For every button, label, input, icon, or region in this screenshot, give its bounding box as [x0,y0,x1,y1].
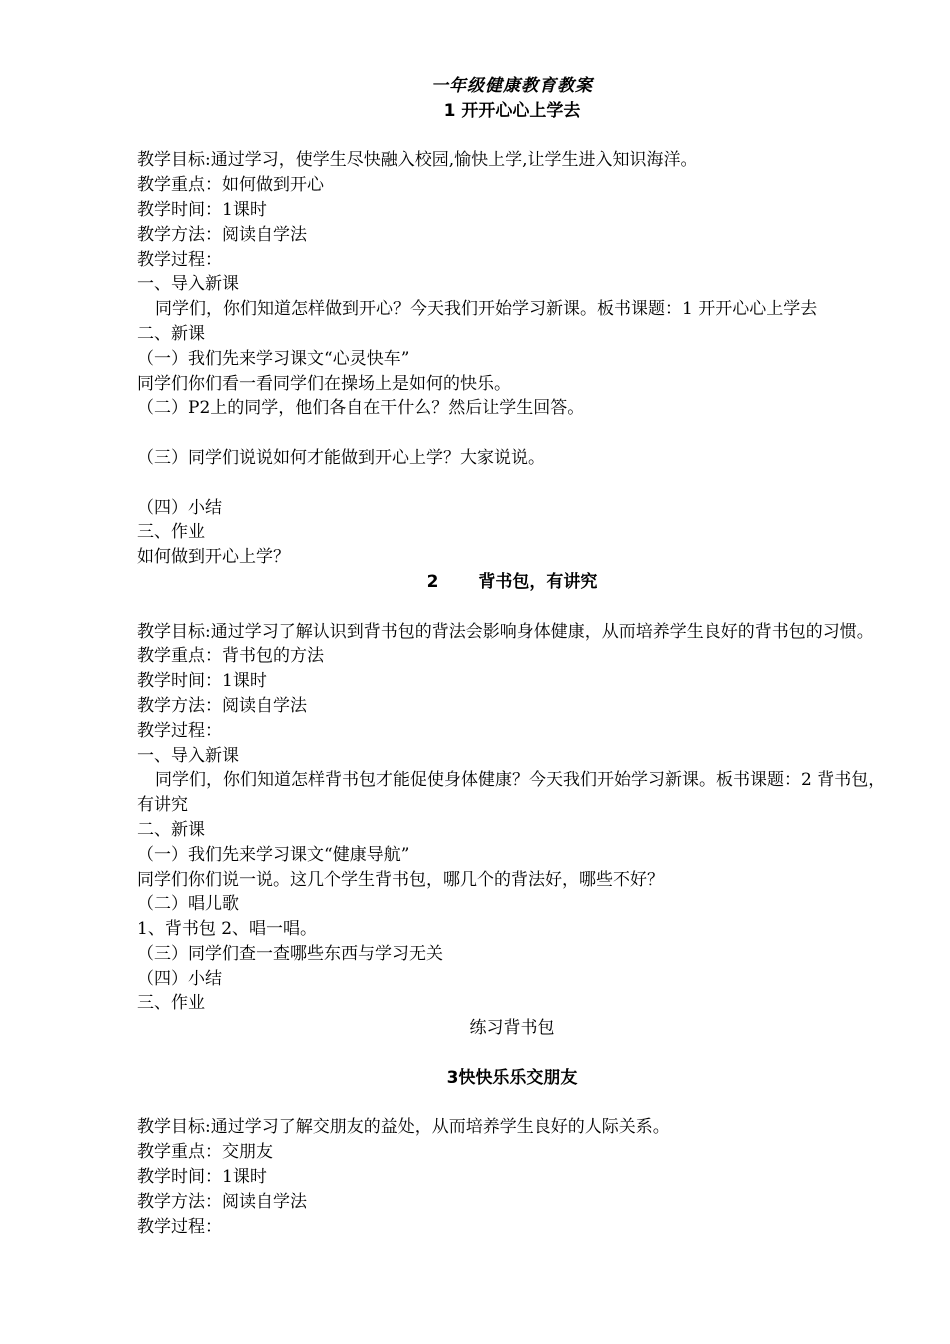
lesson-2-intro: 同学们，你们知道怎样背书包才能促使身体健康？今天我们开始学习新课。板书课题：2 背书包，有讲究 [137,770,886,816]
lesson-2-method: 教学方法：阅读自学法 [137,695,307,716]
spacer [137,1041,887,1066]
lesson-3-focus: 教学重点：交朋友 [137,1142,273,1163]
lesson-1-goal: 教学目标:通过学习，使学生尽快融入校园,愉快上学,让学生进入知识海洋。 [137,150,698,171]
lesson-1-part-1-body: 同学们你们看一看同学们在操场上是如何的快乐。 [137,373,511,394]
spacer [137,1091,887,1116]
lesson-3-title: 3快快乐乐交朋友 [446,1067,578,1088]
lesson-2-focus: 教学重点：背书包的方法 [137,646,324,667]
lesson-1-section-2: 二、新课 [137,323,205,344]
lesson-1-part-3: （三）同学们说说如何才能做到开心上学？大家说说。 [137,447,545,468]
lesson-2-section-2: 二、新课 [137,819,205,840]
spacer [137,421,887,446]
lesson-1-method: 教学方法：阅读自学法 [137,224,307,245]
lesson-2-number: 2 [426,571,439,592]
lesson-2-time: 教学时间：1课时 [137,671,267,692]
lesson-1-focus: 教学重点：如何做到开心 [137,175,324,196]
lesson-3-goal: 教学目标:通过学习了解交朋友的益处，从而培养学生良好的人际关系。 [137,1117,670,1138]
lesson-2-title: 背书包，有讲究 [478,571,598,592]
lesson-3-process: 教学过程： [137,1216,222,1237]
lesson-2-section-3: 三、作业 [137,993,205,1014]
document-body [137,74,887,1239]
lesson-1-section-1: 一、导入新课 [137,274,239,295]
lesson-2-section-1: 一、导入新课 [137,745,239,766]
lesson-1-homework: 如何做到开心上学？ [137,547,290,568]
spacer [137,595,887,620]
lesson-2-goal: 教学目标:通过学习了解认识到背书包的背法会影响身体健康，从而培养学生良好的背书包的习惯。 [137,621,874,642]
lesson-2-part-2: （二）唱儿歌 [137,894,239,915]
lesson-1-time: 教学时间：1课时 [137,199,267,220]
lesson-3-method: 教学方法：阅读自学法 [137,1191,307,1212]
lesson-2-part-1-body: 同学们你们说一说。这几个学生背书包，哪几个的背法好，哪些不好？ [137,869,664,890]
document-title: 一年级健康教育教案 [431,76,593,96]
lesson-3-time: 教学时间：1课时 [137,1167,267,1188]
spacer [137,124,887,149]
lesson-2-part-2-body: 1、背书包 2、唱一唱。 [137,919,318,940]
lesson-1-intro: 同学们，你们知道怎样做到开心？今天我们开始学习新课。板书课题：1 开开心心上学去 [155,299,818,320]
lesson-2-part-3: （三）同学们查一查哪些东西与学习无关 [137,943,443,964]
lesson-2-process: 教学过程： [137,720,222,741]
lesson-1-title: 1 开开心心上学去 [443,100,581,121]
lesson-2-title-row [137,570,887,595]
lesson-1-part-2: （二）P2上的同学，他们各自在干什么？然后让学生回答。 [137,398,585,419]
lesson-1-process: 教学过程： [137,249,222,270]
lesson-1-part-1: （一）我们先来学习课文“心灵快车” [137,348,410,369]
lesson-2-part-1: （一）我们先来学习课文“健康导航” [137,844,410,865]
lesson-2-part-4: （四）小结 [137,968,222,989]
spacer [137,471,887,496]
lesson-2-homework: 练习背书包 [469,1018,555,1039]
lesson-1-part-4: （四）小结 [137,497,222,518]
lesson-1-section-3: 三、作业 [137,522,205,543]
